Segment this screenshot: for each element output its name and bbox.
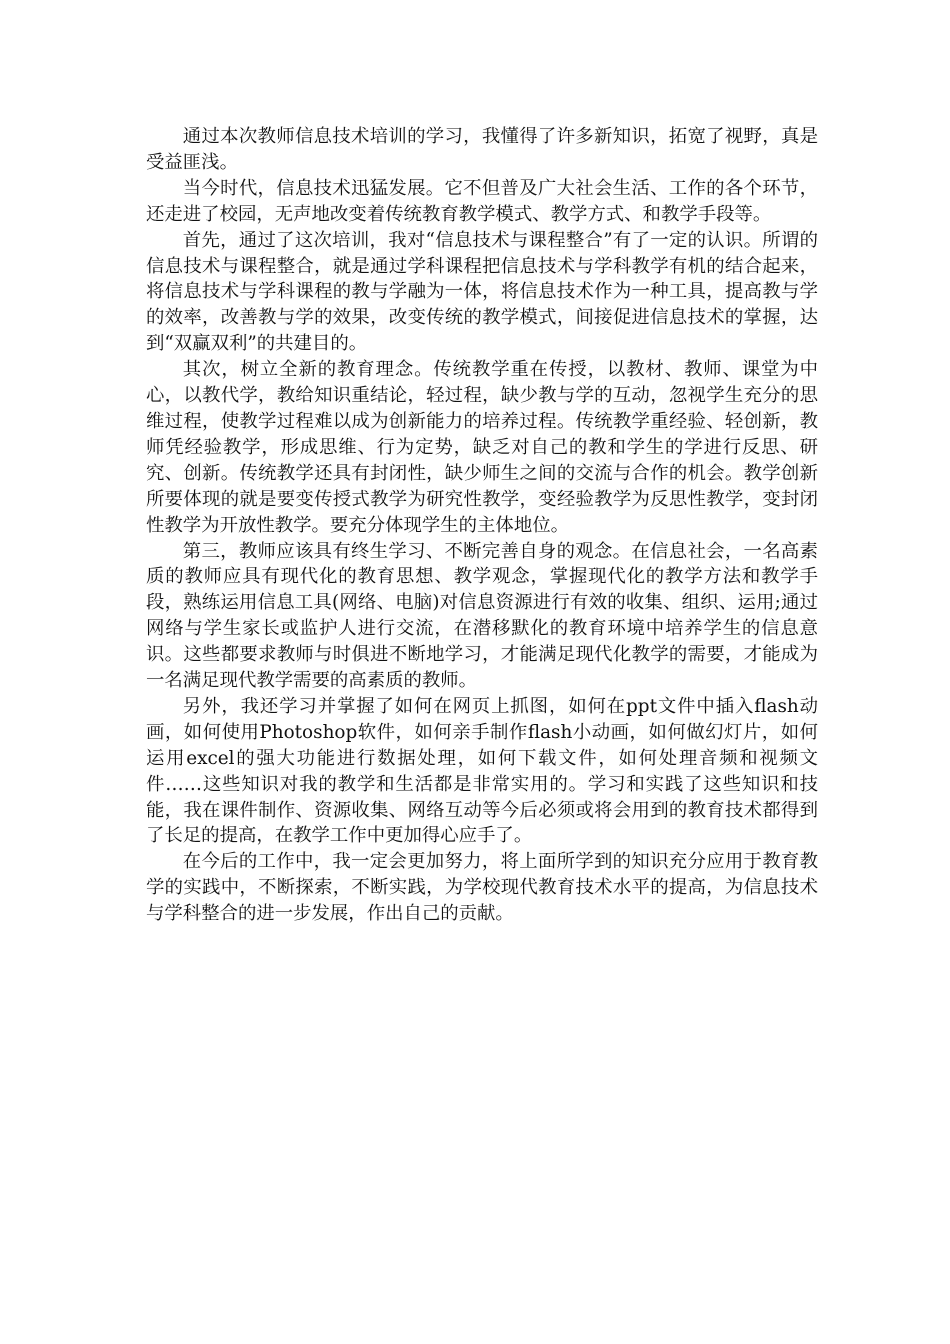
paragraph-4: 其次，树立全新的教育理念。传统教学重在传授，以教材、教师、课堂为中心，以教代学，教给知识重结论，轻过程，缺少教与学的互动，忽视学生充分的思维过程，使教学过程难以成为创新能力的培养过程。传统教学重经验、轻创新，教师凭经验教学，形成思维、行为定势，缺乏对自己的教和学生的学进行反思、研究、创新。传统教学还具有封闭性，缺少师生之间的交流与合作的机会。教学创新所要体现的就是要变传授式教学为研究性教学，变经验教学为反思性教学，变封闭性教学为开放性教学。要充分体现学生的主体地位。 [146, 359, 818, 536]
paragraph-7: 在今后的工作中，我一定会更加努力，将上面所学到的知识充分应用于教育教学的实践中，不断探索，不断实践，为学校现代教育技术水平的提高，为信息技术与学科整合的进一步发展，作出自己的贡献。 [146, 851, 818, 925]
paragraph-5: 第三，教师应该具有终生学习、不断完善自身的观念。在信息社会，一名高素质的教师应具有现代化的教育思想、教学观念，掌握现代化的教学方法和教学手段，熟练运用信息工具(网络、电脑)对信息资源进行有效的收集、组织、运用;通过网络与学生家长或监护人进行交流，在潜移默化的教育环境中培养学生的信息意识。这些都要求教师与时俱进不断地学习，才能满足现代化教学的需要，才能成为一名满足现代教学需要的高素质的教师。 [146, 540, 818, 692]
paragraph-1: 通过本次教师信息技术培训的学习，我懂得了许多新知识，拓宽了视野，真是受益匪浅。 [146, 126, 818, 173]
paragraph-2: 当今时代，信息技术迅猛发展。它不但普及广大社会生活、工作的各个环节，还走进了校园，无声地改变着传统教育教学模式、教学方式、和教学手段等。 [146, 177, 818, 225]
document-body [146, 124, 818, 927]
paragraph-3: 首先，通过了这次培训，我对“信息技术与课程整合”有了一定的认识。所谓的信息技术与课程整合，就是通过学科课程把信息技术与学科教学有机的结合起来，将信息技术与学科课程的教与学融为一体，将信息技术作为一种工具，提高教与学的效率，改善教与学的效果，改变传统的教学模式，间接促进信息技术的掌握，达到“双赢双利”的共建目的。 [146, 229, 818, 355]
paragraph-6: 另外，我还学习并掌握了如何在网页上抓图，如何在ppt文件中插入flash动画，如何使用Photoshop软件，如何亲手制作flash小动画，如何做幻灯片，如何运用excel的强大功能进行数据处理，如何下载文件，如何处理音频和视频文件……这些知识对我的教学和生活都是非常实用的。学习和实践了这些知识和技能，我在课件制作、资源收集、网络互动等今后必须或将会用到的教育技术都得到了长足的提高，在教学工作中更加得心应手了。 [146, 695, 818, 847]
